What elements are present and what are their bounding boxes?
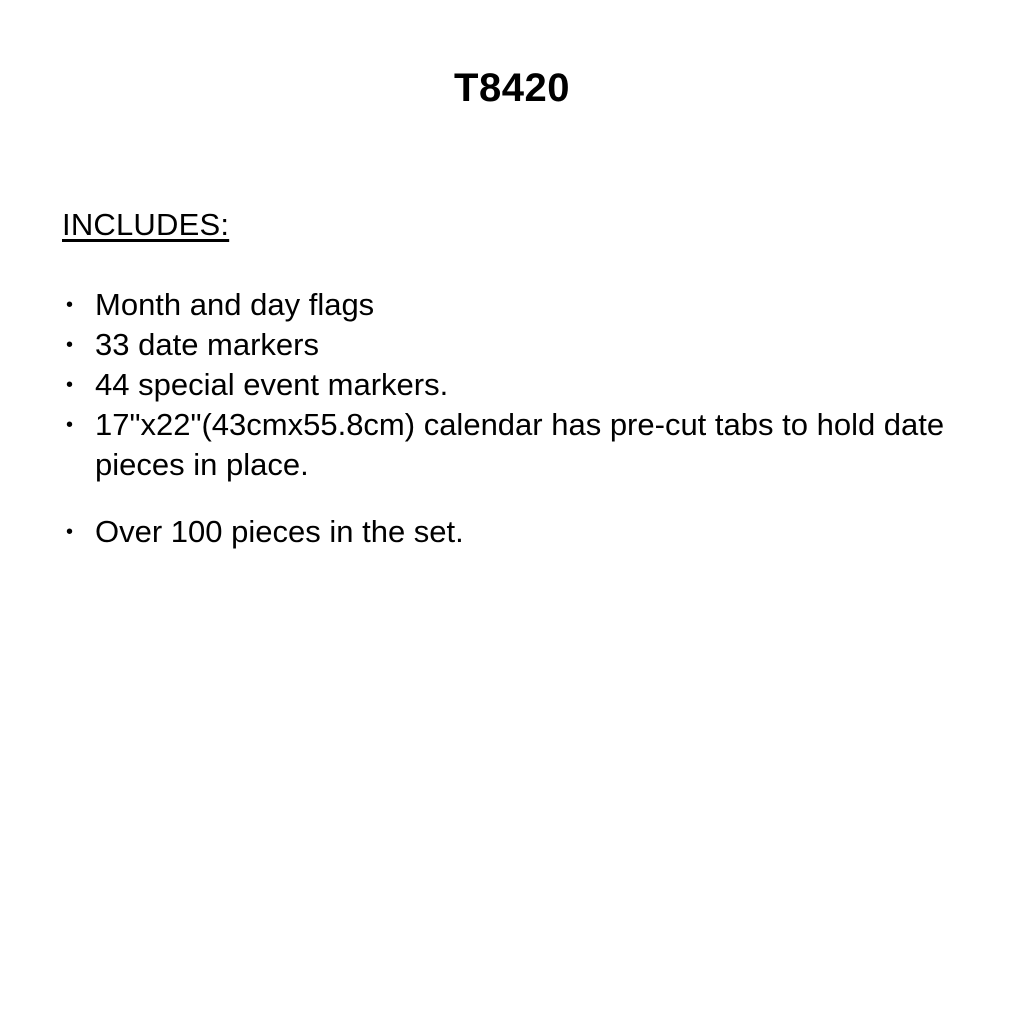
list-item-label: Over 100 pieces in the set. xyxy=(95,514,464,549)
bullet-icon: • xyxy=(66,414,74,436)
bullet-icon: • xyxy=(66,294,74,316)
list-item-label: Month and day flags xyxy=(95,287,375,322)
list-item xyxy=(62,285,962,325)
bullet-icon: • xyxy=(66,374,74,396)
list-item-label: 17"x22"(43cmx55.8cm) calendar has pre-cut tabs to hold date pieces in place. xyxy=(95,407,945,482)
section-heading-includes: INCLUDES: xyxy=(62,207,230,242)
page-title: T8420 xyxy=(454,66,570,110)
list-item-label: 44 special event markers. xyxy=(95,367,449,402)
list-item xyxy=(62,365,962,405)
list-item xyxy=(62,325,962,365)
list-item xyxy=(62,512,962,552)
bullet-icon: • xyxy=(66,521,74,543)
list-item-label: 33 date markers xyxy=(95,327,319,362)
list-item xyxy=(62,405,962,485)
includes-list xyxy=(62,285,962,552)
bullet-icon: • xyxy=(66,334,74,356)
